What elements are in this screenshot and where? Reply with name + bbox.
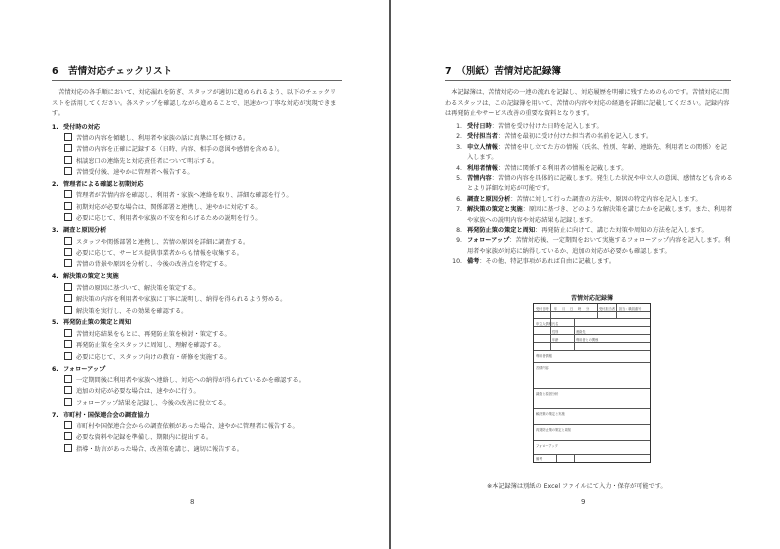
page-number: 9: [581, 498, 586, 506]
checkbox[interactable]: [64, 306, 72, 314]
record-field-item: 9. フォローアップ：苦情対応後、一定期間をおいて実施するフォローアップ内容を記入します。利用者や家族が対応に納得しているか、追加の対応が必要かも確認します。: [456, 237, 731, 255]
checkbox[interactable]: [64, 421, 72, 429]
checkbox[interactable]: [64, 432, 72, 440]
checklist-item: [52, 294, 352, 305]
checklist-item-text: 苦情の原因に基づいて、解決策を策定する。: [76, 284, 200, 292]
checklist-item: [52, 283, 352, 294]
checklist-item-text: 再発防止策を全スタッフに周知し、理解を確認する。: [76, 342, 225, 350]
field-list: [445, 122, 733, 268]
checklist-item: [52, 421, 352, 432]
record-field-item: 4. 利用者情報：苦情に関係する利用者の情報を記載します。: [456, 164, 628, 172]
checkbox[interactable]: [64, 283, 72, 291]
checklist-item: [52, 432, 352, 443]
page-9: [391, 0, 780, 549]
checklist-item: [52, 398, 352, 409]
checklist-item: [52, 190, 352, 201]
checklist-heading: 6. フォローアップ: [52, 365, 106, 373]
checklist-heading: 5. 再発防止策の策定と周知: [52, 319, 132, 327]
checklist-item-text: 指導・助言があった場合、改善策を講じ、適切に報告する。: [76, 445, 243, 453]
section-rule: [52, 80, 342, 81]
section-intro: 苦情対応の各手順において、対応漏れを防ぎ、スタッフが適切に進められるよう、以下のチェックリストを活用してください。各ステップを確認しながら進めることで、迅速かつ丁寧な対応が実現できます。: [52, 89, 337, 117]
checklist-heading: 1. 受付時の対応: [52, 123, 101, 131]
checklist-heading: 7. 市町村・国保連合会の調査協力: [52, 411, 150, 419]
checklist-item-text: 苦情の内容を正確に記録する（日時、内容、相手の意図や感情を含める）。: [76, 146, 284, 154]
checklist-item-text: スタッフや関係部署と連携し、苦情の原因を詳細に調査する。: [76, 238, 250, 246]
checklist: [52, 121, 352, 455]
complaint-record-form-image: [533, 293, 651, 464]
checklist-item: [52, 444, 352, 455]
checklist-item-text: 解決策の内容を利用者や家族に丁寧に説明し、納得を得られるよう努める。: [76, 296, 287, 304]
checkbox[interactable]: [64, 156, 72, 164]
checklist-item: [52, 213, 352, 224]
checklist-item-text: 相談窓口の連絡先と対応責任者について明示する。: [76, 157, 219, 165]
excel-note: ※本記録簿は別紙の Excel ファイルにて入力・保存が可能です。: [487, 483, 667, 490]
checkbox[interactable]: [64, 375, 72, 383]
checklist-item-text: フォローアップ結果を記録し、今後の改善に役立てる。: [76, 399, 230, 407]
checkbox[interactable]: [64, 386, 72, 394]
form-table: 受付日時 年 月 日 時 分 受付担当者 担当：職員番号 申立人情報 氏名 性別 年齢 連絡先 利用者との関係 利用者情報 苦情内容 調査と原因分析 解決策の策定と実施 再発防止策の策定と周知 フォローアップ 備考: [533, 303, 651, 463]
section-rule: [445, 80, 731, 81]
checkbox[interactable]: [64, 144, 72, 152]
section-title: 6 苦情対応チェックリスト: [52, 66, 173, 77]
checkbox[interactable]: [64, 398, 72, 406]
checkbox[interactable]: [64, 259, 72, 267]
checklist-item-text: 解決策を実行し、その効果を確認する。: [76, 307, 188, 315]
checklist-item: [52, 156, 352, 167]
checkbox[interactable]: [64, 352, 72, 360]
checklist-item: [52, 167, 352, 178]
record-field-item: 1. 受付日時：苦情を受け付けた日時を記入します。: [456, 123, 603, 130]
checklist-item: [52, 375, 352, 386]
checklist-item-text: 追加の対応が必要な場合は、速やかに行う。: [76, 388, 200, 396]
checklist-item: [52, 329, 352, 340]
checklist-item: [52, 144, 352, 155]
checkbox[interactable]: [64, 202, 72, 210]
checklist-item-text: 市町村や国保連合会からの調査依頼があった場合、速やかに管理者に報告する。: [76, 423, 299, 431]
checklist-heading: 2. 管理者による確認と初期対応: [52, 181, 144, 189]
form-title: 苦情対応記録簿: [570, 295, 613, 302]
checklist-item-text: 一定期間後に利用者や家族へ連絡し、対応への納得が得られているかを確認する。: [76, 376, 305, 384]
checkbox[interactable]: [64, 237, 72, 245]
record-field-item: 5. 苦情内容：苦情の内容を具体的に記載します。発生した状況や申立人の意図、感情なども含めるとより詳細な対応が可能です。: [456, 175, 733, 193]
record-field-item: 3. 申立人情報：苦情を申し立てた方の情報（氏名、性別、年齢、連絡先、利用者との関係）を記入します。: [456, 143, 727, 162]
checklist-item: [52, 202, 352, 213]
checkbox[interactable]: [64, 248, 72, 256]
checklist-item-text: 苦情受付後、速やかに管理者へ報告する。: [76, 169, 194, 177]
checklist-item-text: 必要な資料や記録を準備し、期限内に提出する。: [76, 434, 213, 442]
checkbox[interactable]: [64, 167, 72, 175]
section-title: 7 （別紙）苦情対応記録簿: [445, 66, 561, 77]
checklist-item: [52, 248, 352, 259]
checkbox[interactable]: [64, 340, 72, 348]
checkbox[interactable]: [64, 133, 72, 141]
record-field-item: 7. 解決策の策定と実施：原因に基づき、どのような解決策を講じたかを記載します。また、利用者や家族への説明内容や対応結果も記録します。: [456, 206, 733, 224]
checklist-heading: 4. 解決策の策定と実施: [52, 273, 119, 281]
checkbox[interactable]: [64, 213, 72, 221]
checklist-item: [52, 259, 352, 270]
checklist-item: [52, 133, 352, 144]
record-field-item: 2. 受付担当者：苦情を最初に受け付けた担当者の名前を記入します。: [456, 133, 653, 141]
page-8: [0, 0, 389, 549]
checkbox[interactable]: [64, 294, 72, 302]
checklist-item-text: 管理者が苦情内容を確認し、利用者・家族へ連絡を取り、詳細な確認を行う。: [76, 192, 293, 200]
checklist-item-text: 必要に応じて、サービス提供事業者からも情報を収集する。: [76, 249, 243, 257]
checklist-item: [52, 237, 352, 248]
record-field-item: 6. 調査と原因分析：苦情に対して行った調査の方法や、原因の特定内容を記入します。: [456, 195, 702, 203]
checklist-item: [52, 386, 352, 397]
section-intro: 本記録簿は、苦情対応の一連の流れを記録し、対応履歴を明確に残すためのものです。苦情対応に関わるスタッフは、この記録簿を用いて、苦情の内容や対応の経過を詳細に記載してください。記録内容は再発防止やサービス改善の重要な資料となります。: [445, 89, 730, 117]
checkbox[interactable]: [64, 444, 72, 452]
checklist-heading: 3. 調査と原因分析: [52, 227, 107, 235]
checkbox[interactable]: [64, 329, 72, 337]
checklist-item-text: 必要に応じて、利用者や家族の不安を和らげるための説明を行う。: [76, 215, 262, 223]
record-field-item: 10. 備考：その他、特記事項があれば自由に記載します。: [452, 258, 616, 266]
checklist-item: [52, 306, 352, 317]
checklist-item-text: 必要に応じて、スタッフ向けの教育・研修を実施する。: [76, 353, 231, 361]
checklist-item: [52, 340, 352, 351]
checklist-item-text: 初期対応が必要な場合は、関係部署と連携し、速やかに対応する。: [76, 203, 262, 211]
checklist-item: [52, 352, 352, 363]
checklist-item-text: 苦情対応結果をもとに、再発防止策を検討・策定する。: [76, 330, 231, 338]
page-number: 8: [190, 498, 195, 506]
checklist-item-text: 苦情の背景や原因を分析し、今後の改善点を特定する。: [76, 261, 231, 269]
record-field-item: 8. 再発防止策の策定と周知：再発防止に向けて、講じた対策や周知の方法を記入します。: [456, 227, 708, 235]
checkbox[interactable]: [64, 190, 72, 198]
checklist-item-text: 苦情の内容を傾聴し、利用者や家族の話に真摯に耳を傾ける。: [76, 134, 250, 142]
